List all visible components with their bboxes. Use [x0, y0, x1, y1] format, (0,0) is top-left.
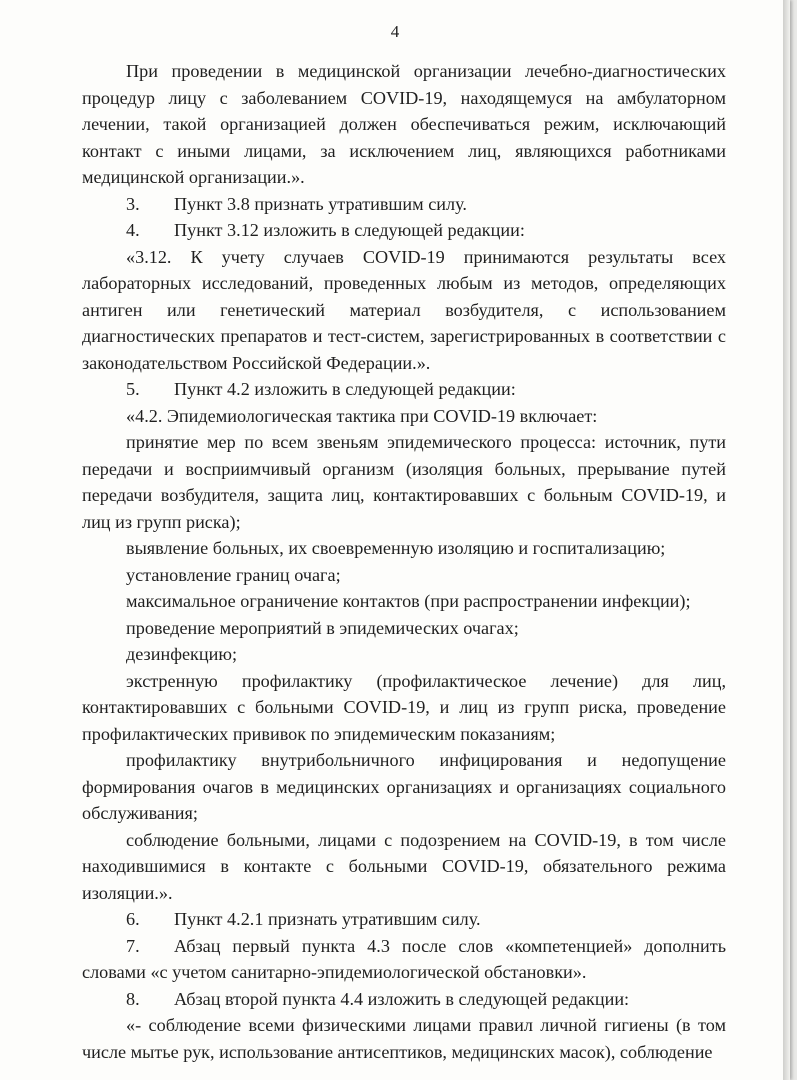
paragraph: проведение мероприятий в эпидемических очагах; — [126, 617, 519, 638]
item-number: 3. — [126, 193, 140, 214]
paragraph: При проведении в медицинской организации лечебно-диагностических процедур лицу с заболеванием COVID-19, находящемуся на амбулаторном лечении, такой организацией должен обеспечиваться режим, исключающий контакт с иными лицами, за исключением лиц, являющихся работниками медицинской организации.». — [82, 61, 726, 187]
paragraph: принятие мер по всем звеньям эпидемического процесса: источник, пути передачи и восприимчивый организм (изоляция больных, прерывание путей передачи возбудителя, защита лиц, контактировавших с больным COVID-19, и лиц из групп риска); — [82, 432, 726, 532]
item-number: 6. — [126, 909, 140, 929]
item-number: 4. — [126, 220, 140, 240]
numbered-item-4 — [82, 217, 726, 244]
paragraph: максимальное ограничение контактов (при распространении инфекции); — [126, 591, 691, 611]
item-number: 7. — [126, 935, 140, 956]
item-text: Пункт 3.8 признать утратившим силу. — [174, 193, 467, 214]
numbered-item-7 — [82, 933, 726, 986]
item-text: Пункт 3.12 изложить в следующей редакции: — [174, 220, 525, 240]
numbered-item-8 — [82, 986, 726, 1013]
numbered-item-5 — [82, 376, 726, 403]
item-text: Абзац первый пункта 4.3 после слов «компетенцией» дополнить словами «с учетом санитарно-эпидемиологической обстановки». — [82, 935, 726, 982]
paragraph: «- соблюдение всеми физическими лицами правил личной гигиены (в том числе мытье рук, использование антисептиков, медицинских масок), соблюдение — [82, 1015, 726, 1062]
paragraph: экстренную профилактику (профилактическое лечение) для лиц, контактировавших с больными COVID-19, и лиц из групп риска, проведение профилактических прививок по эпидемическим показаниям; — [82, 670, 726, 744]
item-text: Пункт 4.2 изложить в следующей редакции: — [174, 379, 516, 399]
paragraph: «3.12. К учету случаев COVID-19 принимаются результаты всех лабораторных исследований, проведенных любым из методов, определяющих антиген или генетический материал возбудителя, с использованием диагностических препаратов и тест-систем, зарегистрированных в соответствии с законодательством Российской Федерации.». — [82, 246, 726, 373]
paragraph: выявление больных, их своевременную изоляцию и госпитализацию; — [126, 538, 666, 558]
paragraph: «4.2. Эпидемиологическая тактика при COVID-19 включает: — [126, 405, 598, 426]
paragraph: установление границ очага; — [126, 564, 341, 585]
page-number: 4 — [390, 22, 400, 41]
numbered-item-3 — [82, 191, 726, 218]
item-number: 5. — [126, 379, 140, 399]
item-text: Абзац второй пункта 4.4 изложить в следующей редакции: — [174, 988, 630, 1009]
paragraph: дезинфекцию; — [126, 644, 237, 664]
page-edge-shadow — [783, 0, 790, 1080]
paragraph: соблюдение больными, лицами с подозрением на COVID-19, в том числе находившимися в контакте с больными COVID-19, обязательного режима изоляции.». — [82, 829, 726, 903]
paragraph: профилактику внутрибольничного инфицирования и недопущение формирования очагов в медицинских организациях и организациях социального обслуживания; — [82, 750, 726, 823]
numbered-item-6 — [82, 906, 726, 933]
document-body — [82, 58, 726, 1065]
item-number: 8. — [126, 988, 140, 1009]
item-text: Пункт 4.2.1 признать утратившим силу. — [174, 909, 481, 929]
